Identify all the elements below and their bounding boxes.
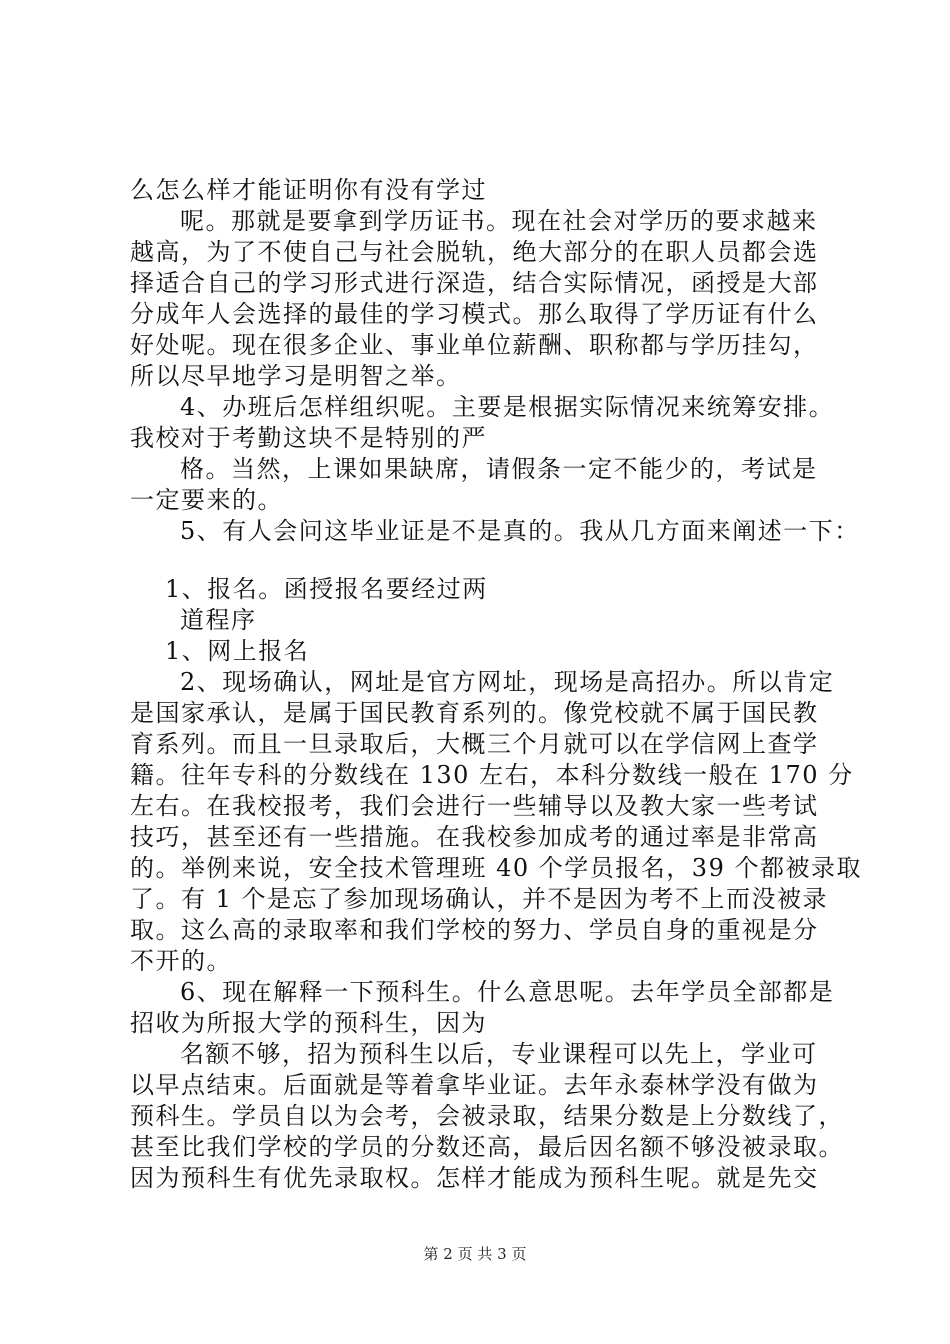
text-line: 2、现场确认，网址是官方网址，现场是高招办。所以肯定 [180,668,835,696]
text-line: 所以尽早地学习是明智之举。 [130,362,462,390]
text-line: 1、报名。函授报名要经过两 [165,575,488,603]
text-line: 1、网上报名 [165,637,310,665]
text-line: 名额不够，招为预科生以后，专业课程可以先上，学业可 [180,1040,818,1068]
text-line: 招收为所报大学的预科生，因为 [130,1009,487,1037]
text-line: 预科生。学员自以为会考，会被录取，结果分数是上分数线了， [130,1102,844,1130]
text-line: 因为预科生有优先录取权。怎样才能成为预科生呢。就是先交 [130,1164,819,1192]
text-line: 一定要来的。 [130,486,283,514]
text-line: 我校对于考勤这块不是特别的严 [130,424,487,452]
text-line: 育系列。而且一旦录取后，大概三个月就可以在学信网上查学 [130,730,819,758]
text-line: 4、办班后怎样组织呢。主要是根据实际情况来统筹安排。 [180,393,835,421]
text-line: 5、有人会问这毕业证是不是真的。我从几方面来阐述一下： [180,517,860,545]
text-line: 6、现在解释一下预科生。什么意思呢。去年学员全部都是 [180,978,835,1006]
text-line: 是国家承认，是属于国民教育系列的。像党校就不属于国民教 [130,699,819,727]
text-line: 技巧，甚至还有一些措施。在我校参加成考的通过率是非常高 [130,823,819,851]
text-line: 格。当然，上课如果缺席，请假条一定不能少的，考试是 [180,455,818,483]
text-line: 么怎么样才能证明你有没有学过 [130,176,487,204]
text-line: 好处呢。现在很多企业、事业单位薪酬、职称都与学历挂勾， [130,331,819,359]
text-line: 以早点结束。后面就是等着拿毕业证。去年永泰林学没有做为 [130,1071,819,1099]
page-number-footer: 第 2 页 共 3 页 [423,1245,527,1263]
text-line: 甚至比我们学校的学员的分数还高，最后因名额不够没被录取。 [130,1133,844,1161]
text-line: 左右。在我校报考，我们会进行一些辅导以及教大家一些考试 [130,792,819,820]
text-line: 籍。往年专科的分数线在 130 左右，本科分数线一般在 170 分 [130,761,854,789]
text-line: 不开的。 [130,947,232,975]
text-line: 的。举例来说，安全技术管理班 40 个学员报名，39 个都被录取 [130,854,862,882]
text-line: 了。有 1 个是忘了参加现场确认，并不是因为考不上而没被录 [130,885,829,913]
text-line: 越高，为了不使自己与社会脱轨，绝大部分的在职人员都会选 [130,238,819,266]
text-line: 分成年人会选择的最佳的学习模式。那么取得了学历证有什么 [130,300,819,328]
text-line: 取。这么高的录取率和我们学校的努力、学员自身的重视是分 [130,916,819,944]
text-line: 择适合自己的学习形式进行深造，结合实际情况，函授是大部 [130,269,819,297]
text-line: 呢。那就是要拿到学历证书。现在社会对学历的要求越来 [180,207,818,235]
text-line: 道程序 [180,606,257,634]
